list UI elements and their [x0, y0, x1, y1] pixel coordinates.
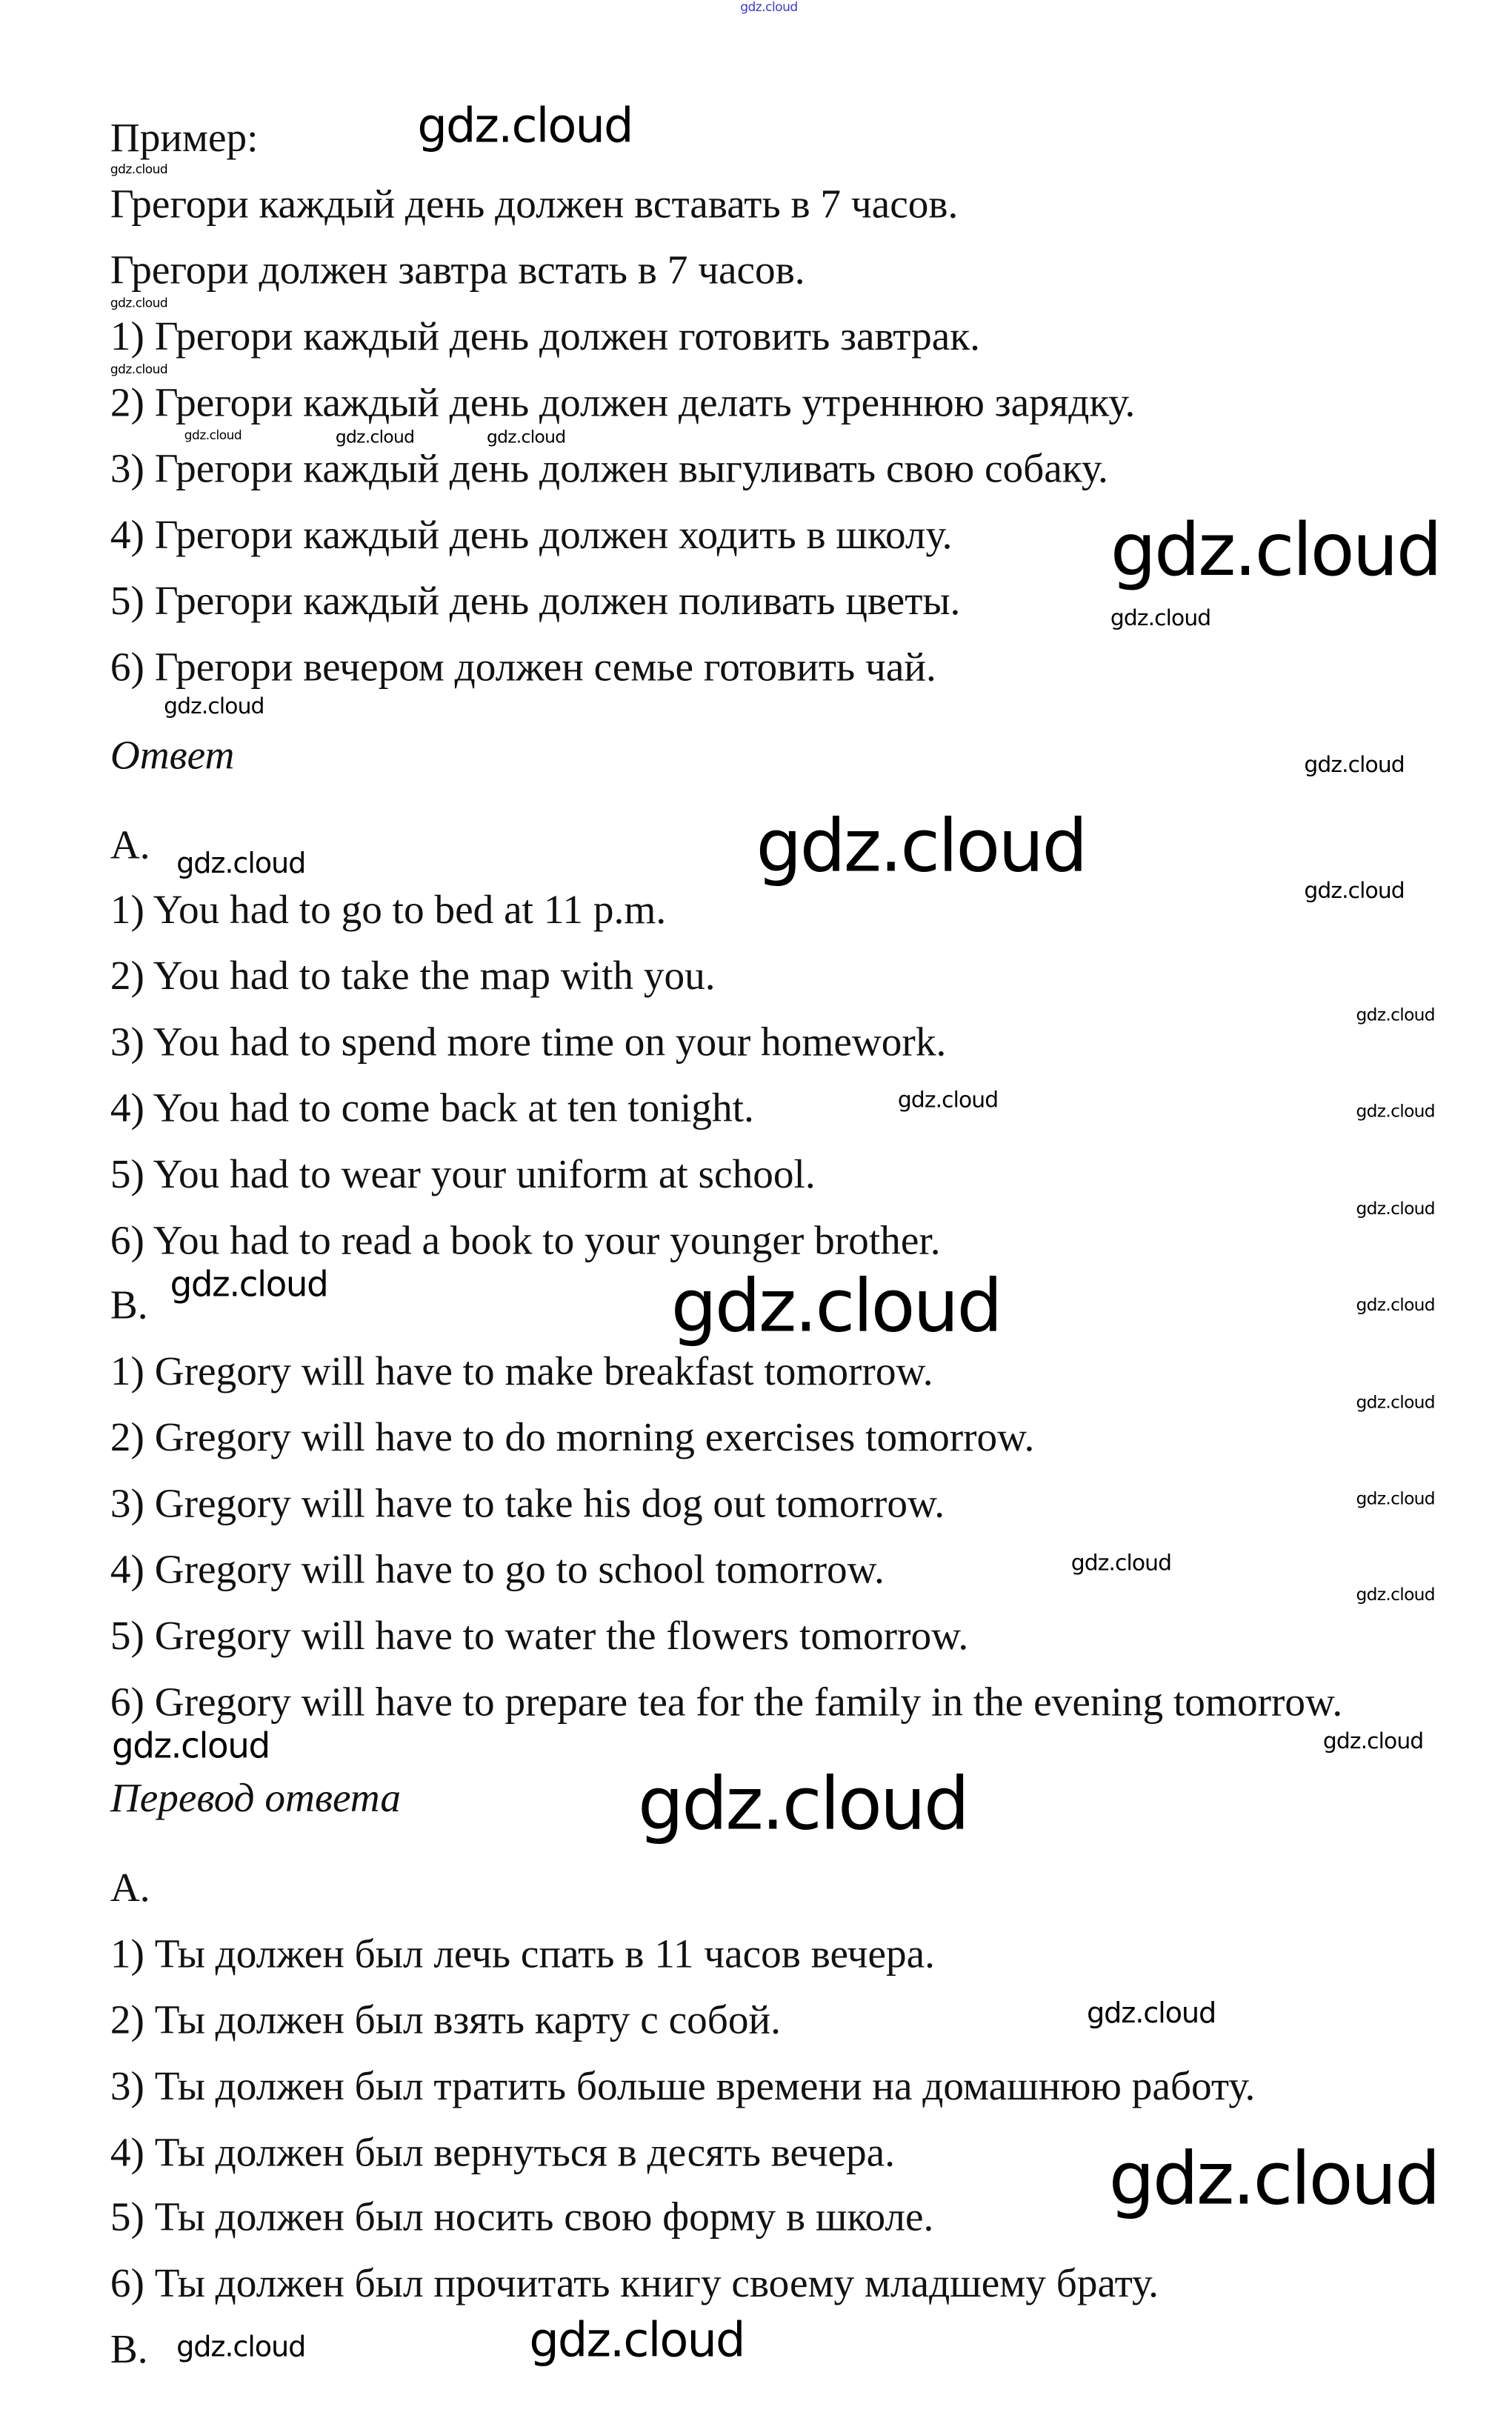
example-line: 2) Грегори каждый день должен делать утреннюю зарядку.: [110, 379, 1136, 426]
watermark: gdz.cloud: [110, 162, 168, 177]
watermark: gdz.cloud: [897, 1088, 999, 1114]
watermark: gdz.cloud: [335, 427, 415, 447]
translation-item: 2) Ты должен был взять карту с собой.: [110, 1997, 781, 2043]
answer-item: 3) You had to spend more time on your homework.: [110, 1019, 947, 1065]
watermark: gdz.cloud: [1356, 1584, 1435, 1605]
translation-section-a-label: A.: [110, 1865, 150, 1911]
answer-item: 3) Gregory will have to take his dog out tomorrow.: [110, 1480, 945, 1527]
answer-item: 4) You had to come back at ten tonight.: [110, 1085, 754, 1131]
translation-heading: Перевод ответа: [110, 1775, 402, 1821]
watermark: gdz.cloud: [529, 2314, 745, 2369]
answer-section-b-label: B.: [110, 1282, 148, 1328]
answer-heading: Ответ: [110, 732, 235, 779]
watermark: gdz.cloud: [1304, 879, 1405, 905]
answer-item: 2) You had to take the map with you.: [110, 953, 716, 999]
answer-item: 1) You had to go to bed at 11 p.m.: [110, 886, 667, 933]
watermark: gdz.cloud: [1110, 606, 1211, 632]
watermark: gdz.cloud: [184, 428, 242, 443]
watermark: gdz.cloud: [1356, 1198, 1435, 1219]
watermark: gdz.cloud: [110, 296, 168, 310]
watermark: gdz.cloud: [1356, 1005, 1435, 1026]
translation-item: 6) Ты должен был прочитать книгу своему младшему брату.: [110, 2260, 1159, 2306]
watermark: gdz.cloud: [176, 2331, 306, 2365]
answer-item: 1) Gregory will have to make breakfast tomorrow.: [110, 1348, 933, 1394]
watermark: gdz.cloud: [1108, 2135, 1439, 2221]
watermark: gdz.cloud: [417, 99, 633, 155]
watermark: gdz.cloud: [1110, 507, 1440, 593]
watermark: gdz.cloud: [170, 1266, 328, 1306]
example-line: 3) Грегори каждый день должен выгуливать свою собаку.: [110, 445, 1108, 492]
watermark: gdz.cloud: [111, 1728, 270, 1768]
watermark: gdz.cloud: [740, 0, 798, 15]
watermark: gdz.cloud: [1356, 1488, 1435, 1509]
example-line: 1) Грегори каждый день должен готовить завтрак.: [110, 313, 980, 359]
translation-item: 3) Ты должен был тратить больше времени на домашнюю работу.: [110, 2063, 1256, 2109]
answer-item: 6) You had to read a book to your younger brother.: [110, 1217, 941, 1264]
watermark: gdz.cloud: [1356, 1294, 1435, 1316]
watermark: gdz.cloud: [176, 847, 306, 881]
watermark: gdz.cloud: [1086, 1997, 1216, 2031]
translation-item: 4) Ты должен был вернуться в десять вечера.: [110, 2129, 896, 2176]
watermark: gdz.cloud: [486, 427, 566, 447]
watermark: gdz.cloud: [756, 803, 1086, 889]
watermark: gdz.cloud: [1356, 1101, 1435, 1122]
example-line: 6) Грегори вечером должен семье готовить чай.: [110, 644, 936, 690]
watermark: gdz.cloud: [1322, 1729, 1424, 1755]
translation-item: 5) Ты должен был носить свою форму в школе.: [110, 2194, 934, 2240]
example-label: Пример:: [110, 115, 259, 161]
answer-item: 2) Gregory will have to do morning exercises tomorrow.: [110, 1414, 1035, 1460]
watermark: gdz.cloud: [1356, 1392, 1435, 1414]
example-line: Грегори каждый день должен вставать в 7 часов.: [110, 181, 959, 227]
answer-item: 5) You had to wear your uniform at school.: [110, 1151, 816, 1197]
example-line: 5) Грегори каждый день должен поливать цветы.: [110, 578, 961, 624]
watermark: gdz.cloud: [110, 362, 168, 377]
answer-item: 5) Gregory will have to water the flowers tomorrow.: [110, 1613, 969, 1659]
watermark: gdz.cloud: [638, 1760, 968, 1846]
translation-section-b-label: B.: [110, 2326, 148, 2372]
answer-section-a-label: A.: [110, 822, 150, 868]
watermark: gdz.cloud: [164, 694, 264, 720]
example-line: Грегори должен завтра встать в 7 часов.: [110, 247, 805, 293]
translation-item: 1) Ты должен был лечь спать в 11 часов вечера.: [110, 1931, 936, 1977]
answer-item: 4) Gregory will have to go to school tomorrow.: [110, 1546, 885, 1593]
answer-item: 6) Gregory will have to prepare tea for the family in the evening tomorrow.: [110, 1679, 1343, 1725]
watermark: gdz.cloud: [670, 1263, 1001, 1348]
watermark: gdz.cloud: [1304, 753, 1405, 779]
example-line: 4) Грегори каждый день должен ходить в школу.: [110, 511, 953, 558]
watermark: gdz.cloud: [1070, 1551, 1172, 1577]
